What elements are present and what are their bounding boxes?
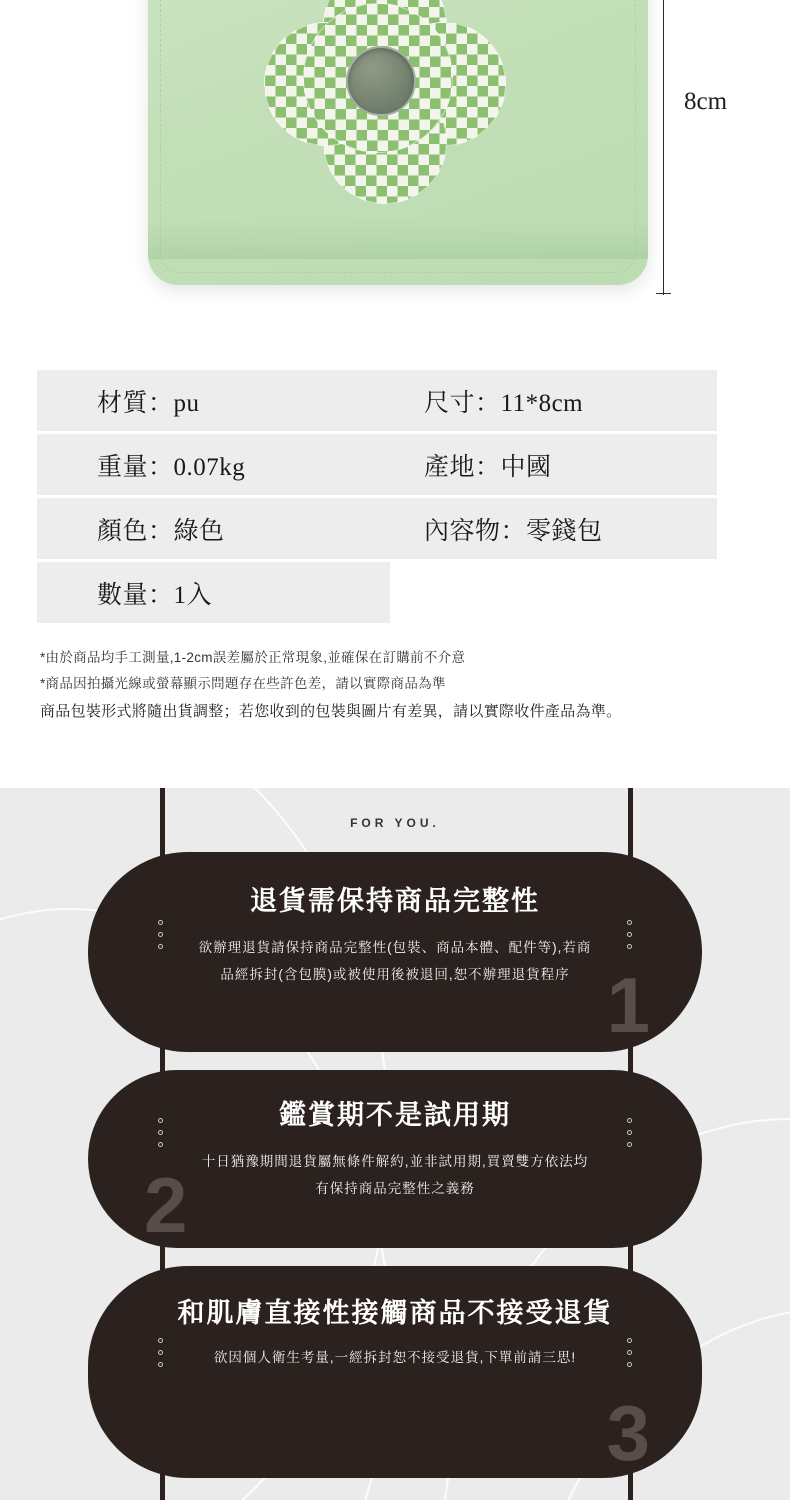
note-packaging: 商品包裝形式將隨出貨調整；若您收到的包裝與圖片有差異，請以實際收件產品為準。 <box>40 703 622 720</box>
dots-decoration <box>627 1338 632 1367</box>
snap-button-icon <box>346 46 416 116</box>
dots-decoration <box>627 920 632 949</box>
policy-eyebrow: FOR YOU. <box>350 816 440 830</box>
table-row <box>37 370 717 431</box>
dimension-line <box>663 0 664 295</box>
policy-title: 退貨需保持商品完整性 <box>250 886 540 916</box>
spec-origin: 產地：中國 <box>424 453 552 481</box>
spec-quantity: 數量：1入 <box>97 581 213 609</box>
spec-contents: 內容物：零錢包 <box>424 517 603 545</box>
policy-body: 十日猶豫期間退貨屬無條件解約,並非試用期,買賣雙方依法均有保持商品完整性之義務 <box>201 1154 589 1196</box>
spec-empty <box>390 562 717 623</box>
table-row <box>37 434 717 495</box>
product-photo <box>0 0 790 330</box>
spec-weight: 重量：0.07kg <box>97 453 246 481</box>
policy-title: 鑑賞期不是試用期 <box>279 1100 511 1130</box>
spec-size: 尺寸：11*8cm <box>424 389 584 417</box>
note-color: *商品因拍攝光線或螢幕顯示問題存在些許色差，請以實際商品為準 <box>40 676 446 691</box>
flower-icon <box>270 0 500 200</box>
spec-material: 材質：pu <box>97 389 200 417</box>
policy-body: 欲因個人衛生考量,一經拆封恕不接受退貨,下單前請三思! <box>213 1350 577 1365</box>
note-measure: *由於商品均手工測量,1-2cm誤差屬於正常現象,並確保在訂購前不介意 <box>40 650 466 665</box>
dimension-label: 8cm <box>684 88 728 115</box>
policy-card-2 <box>88 1070 702 1248</box>
wallet-shadow <box>148 219 648 259</box>
policy-card-3 <box>88 1266 702 1478</box>
spec-color: 顏色：綠色 <box>97 517 225 545</box>
dots-decoration <box>627 1118 632 1147</box>
dots-decoration <box>158 920 163 949</box>
disclaimer-notes <box>40 645 750 727</box>
spec-table <box>37 370 717 626</box>
table-row <box>37 562 717 623</box>
policy-card-1 <box>88 852 702 1052</box>
policy-title: 和肌膚直接性接觸商品不接受退貨 <box>177 1298 613 1328</box>
policy-number: 1 <box>606 961 650 1049</box>
dots-decoration <box>158 1338 163 1367</box>
policy-number: 2 <box>144 1161 188 1248</box>
policy-number: 3 <box>606 1389 650 1477</box>
policy-body: 欲辦理退貨請保持商品完整性(包裝、商品本體、配件等),若商品經拆封(含包膜)或被使用後被退回,恕不辦理退貨程序 <box>198 940 592 982</box>
dots-decoration <box>158 1118 163 1147</box>
dimension-cap <box>656 293 671 294</box>
table-row <box>37 498 717 559</box>
return-policy-section <box>0 788 790 1500</box>
